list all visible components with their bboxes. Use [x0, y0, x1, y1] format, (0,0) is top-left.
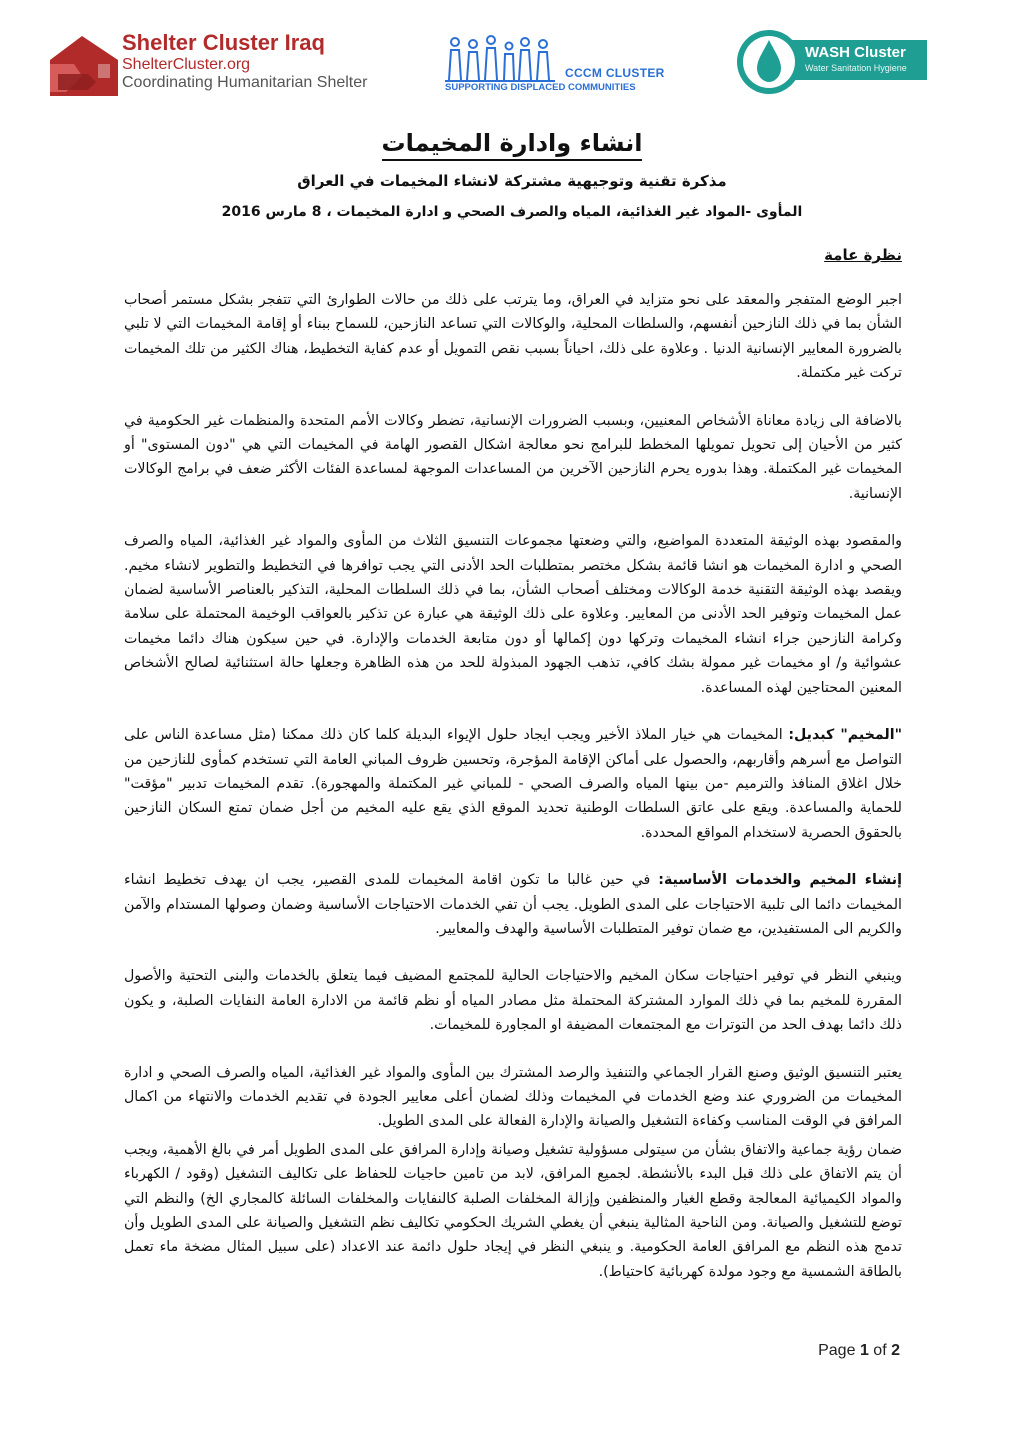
- shelter-cluster-site: ShelterCluster.org: [122, 56, 251, 73]
- document-title: [0, 128, 1024, 158]
- shelter-cluster-logo: [40, 28, 410, 103]
- paragraph-lead: إنشاء المخيم والخدمات الأساسية:: [658, 872, 902, 889]
- page-number-current: 1: [859, 1342, 869, 1359]
- paragraph: اجبر الوضع المتفجر والمعقد على نحو متزايد في العراق، وما يترتب على ذلك من حالات الطوارئ التي تتفجر بشكل مستمر أصحاب الشأن بما في ذلك النازحين أنفسهم، والسلطات المحلية، والوكالات التي تساعد النازحين، للسماح ببناء أو إقامة المخيمات التي لا تلبي بالضرورة المعايير الإنسانية الدنيا . وعلاوة على ذلك، احياناً بسبب نقص التمويل أو عدم كفاية التخطيط، هناك الكثير من تلك المخيمات تركت غير مكتملة.: [124, 292, 902, 382]
- section-heading-overview: نظرة عامة: [824, 246, 902, 264]
- wash-cluster-logo: [735, 28, 927, 96]
- paragraph-lead: "المخيم" كبديل:: [788, 727, 902, 744]
- page-number-of: of: [873, 1342, 887, 1359]
- paragraph: بالاضافة الى زيادة معاناة الأشخاص المعنيين، وبسبب الضرورات الإنسانية، تضطر وكالات الأمم المتحدة والمنظمات غير الحكومية في كثير من الأحيان إلى تحويل تمويلها المخطط للبرامج نحو معالجة اشكال القصور الهامة في المخيمات التي هي "دون المستوى" أو المخيمات غير المكتملة. وهذا بدوره يحرم النازحين الآخرين من المساعدات الموجهة لمساعدة الفئات الأكثر ضعف في برامج الوكالات الإنسانية.: [124, 412, 902, 502]
- paragraph: وينبغي النظر في توفير احتياجات سكان المخيم والاحتياجات الحالية للمجتمع المضيف فيما يتعلق بالخدمات والبنى التحتية والأصول المقررة للمخيم بما في ذلك الموارد المشتركة المحتملة مثل مصادر المياه أو نظم قائمة من الادارة العامة النفايات الصلبة، و يكون ذلك دائما بهدف الحد من التوترات مع المجتمعات المضيفة او المجاورة للمخيمات.: [124, 968, 902, 1034]
- document-body: [124, 288, 902, 1307]
- paragraph: ضمان رؤية جماعية والاتفاق بشأن من سيتولى مسؤولية تشغيل وصيانة وإدارة المرافق على المدى الطويل أمر في بالغ الأهمية، ويجب أن يتم الاتفاق على ذلك قبل البدء بالأنشطة. لجميع المرافق، لابد من تامين حاجيات للحفاظ على تكاليف التشغيل (وقود / الكهرباء والمواد الكيميائية المعالجة وقطع الغيار والمنظفين وإزالة المخلفات الصلبة كالنفايات والمخلفات السائلة كالمجاري الخ) والنظم التي توضع للتشغيل والصيانة. ومن الناحية المثالية ينبغي أن يغطي الشريك الحكومي تكاليف نظم التشغيل والصيانة على المدى الطويل وأن تدمج هذه النظم مع المرافق العامة الحكومية. و ينبغي النظر في إيجاد حلول دائمة عند الاعداد (على سبيل المثال مضخة ماء تعمل بالطاقة الشمسية مع وجود مولدة كهربائية كاحتياط).: [124, 1141, 902, 1280]
- logo-row: [40, 28, 940, 103]
- document-date-line: المأوى -المواد غير الغذائية، المياه والصرف الصحي و ادارة المخيمات ، 8 مارس 2016: [221, 204, 803, 220]
- shelter-cluster-title: Shelter Cluster Iraq: [122, 30, 325, 55]
- page-number-prefix: Page: [818, 1342, 856, 1359]
- cccm-cluster-title: CCCM CLUSTER: [565, 66, 665, 80]
- wash-cluster-title: WASH Cluster: [805, 44, 906, 61]
- people-figures-icon: [445, 34, 555, 82]
- shelter-cluster-tagline: Coordinating Humanitarian Shelter: [122, 74, 368, 91]
- wash-cluster-banner: [791, 40, 927, 80]
- water-drop-icon: [735, 28, 803, 96]
- page-number: [818, 1342, 900, 1360]
- page-number-total: 2: [891, 1342, 900, 1359]
- paragraph: والمقصود بهذه الوثيقة المتعددة المواضيع، والتي وضعتها مجموعات التنسيق الثلاث من المأوى والمواد غير الغذائية، المياه والصرف الصحي و ادارة المخيمات هو انشا قائمة بشكل مختصر بمتطلبات الحد الأدنى التي يجب توافرها في التخطيط والتطوير لانشاء مخيم. ويقصد بهذه الوثيقة التقنية خدمة الوكالات ومختلف أصحاب الشأن، بما في ذلك السلطات المحلية، التذكير بالعناصر الأساسية لضمان عمل المخيمات وتوفير الحد الأدنى من المعايير. وعلاوة على ذلك الوثيقة هي عبارة عن تذكير بالعواقب الوخيمة المحتملة على سلامة وكرامة النازحين جراء انشاء المخيمات وتركها دون إكمالها أو دون متابعة الخدمات والإدارة. في حين سيكون هناك دائما مخيمات عشوائية و/ او مخيمات غير ممولة بشك كافي، تذهب الجهود المبذولة للحد من هذه الظاهرة وجعلها حالة استثنائية لصالح الأشخاص المعنين المحتاجين لهذه المساعدة.: [124, 533, 902, 696]
- house-hand-icon: [44, 34, 120, 98]
- cccm-cluster-subtitle: SUPPORTING DISPLACED COMMUNITIES: [445, 82, 636, 93]
- document-subtitle: مذكرة تقنية وتوجيهية مشتركة لانشاء المخيمات في العراق: [297, 172, 727, 190]
- paragraph: يعتبر التنسيق الوثيق وصنع القرار الجماعي والتنفيذ والرصد المشترك بين المأوى والمواد غير الغذائية، المياه والصرف الصحي و ادارة المخيمات من الضروري عند وضع الخدمات في المخيمات وذلك لضمان أعلى معايير الجودة في تقديم الخدمات والانتهاء من اكمال المرافق في الوقت المناسب وكفاءة التشغيل والصيانة والإدارة الفعالة على المدى الطويل.: [124, 1064, 902, 1130]
- cccm-cluster-logo: [445, 30, 685, 100]
- paragraph-alternative-camp: "المخيم" كبديل: المخيمات هي خيار الملاذ الأخير ويجب ايجاد حلول الإيواء البديلة كلما كان ذلك ممكنا (مثل مساعدة الناس على التواصل مع أسرهم وأقاربهم، والحصول على أماكن الإقامة المؤجرة، وتحسين ظروف المباني العامة التي تستخدم كمأوى للنازحين من خلال اغلاق المنافذ والترميم -من بينها المياه والصرف الصحي - للمباني غير المكتملة والمهجورة). تقدم المخيمات تدبير "مؤقت" للحماية والمساعدة. ويقع على عاتق السلطات الوطنية تحديد الموقع الذي يقع عليه المخيم من أجل ضمان تمتع السكان النازحين بالحقوق الحصرية لاستخدام المواقع المحددة.: [124, 727, 902, 841]
- paragraph-camp-basic-services: إنشاء المخيم والخدمات الأساسية: في حين غالبا ما تكون اقامة المخيمات للمدى القصير، يجب ان يهدف تخطيط انشاء المخيمات دائما الى تلبية الاحتياجات على المدى الطويل. يجب أن تفي الخدمات الاحتياجات الأساسية وضمان وصولها المستدام والآمن والكريم الى المستفيدين، مع ضمان توفير المتطلبات الأساسية والهدف والمعايير.: [124, 872, 902, 937]
- document-title-text: انشاء وادارة المخيمات: [382, 129, 643, 161]
- wash-cluster-subtitle: Water Sanitation Hygiene: [805, 63, 907, 73]
